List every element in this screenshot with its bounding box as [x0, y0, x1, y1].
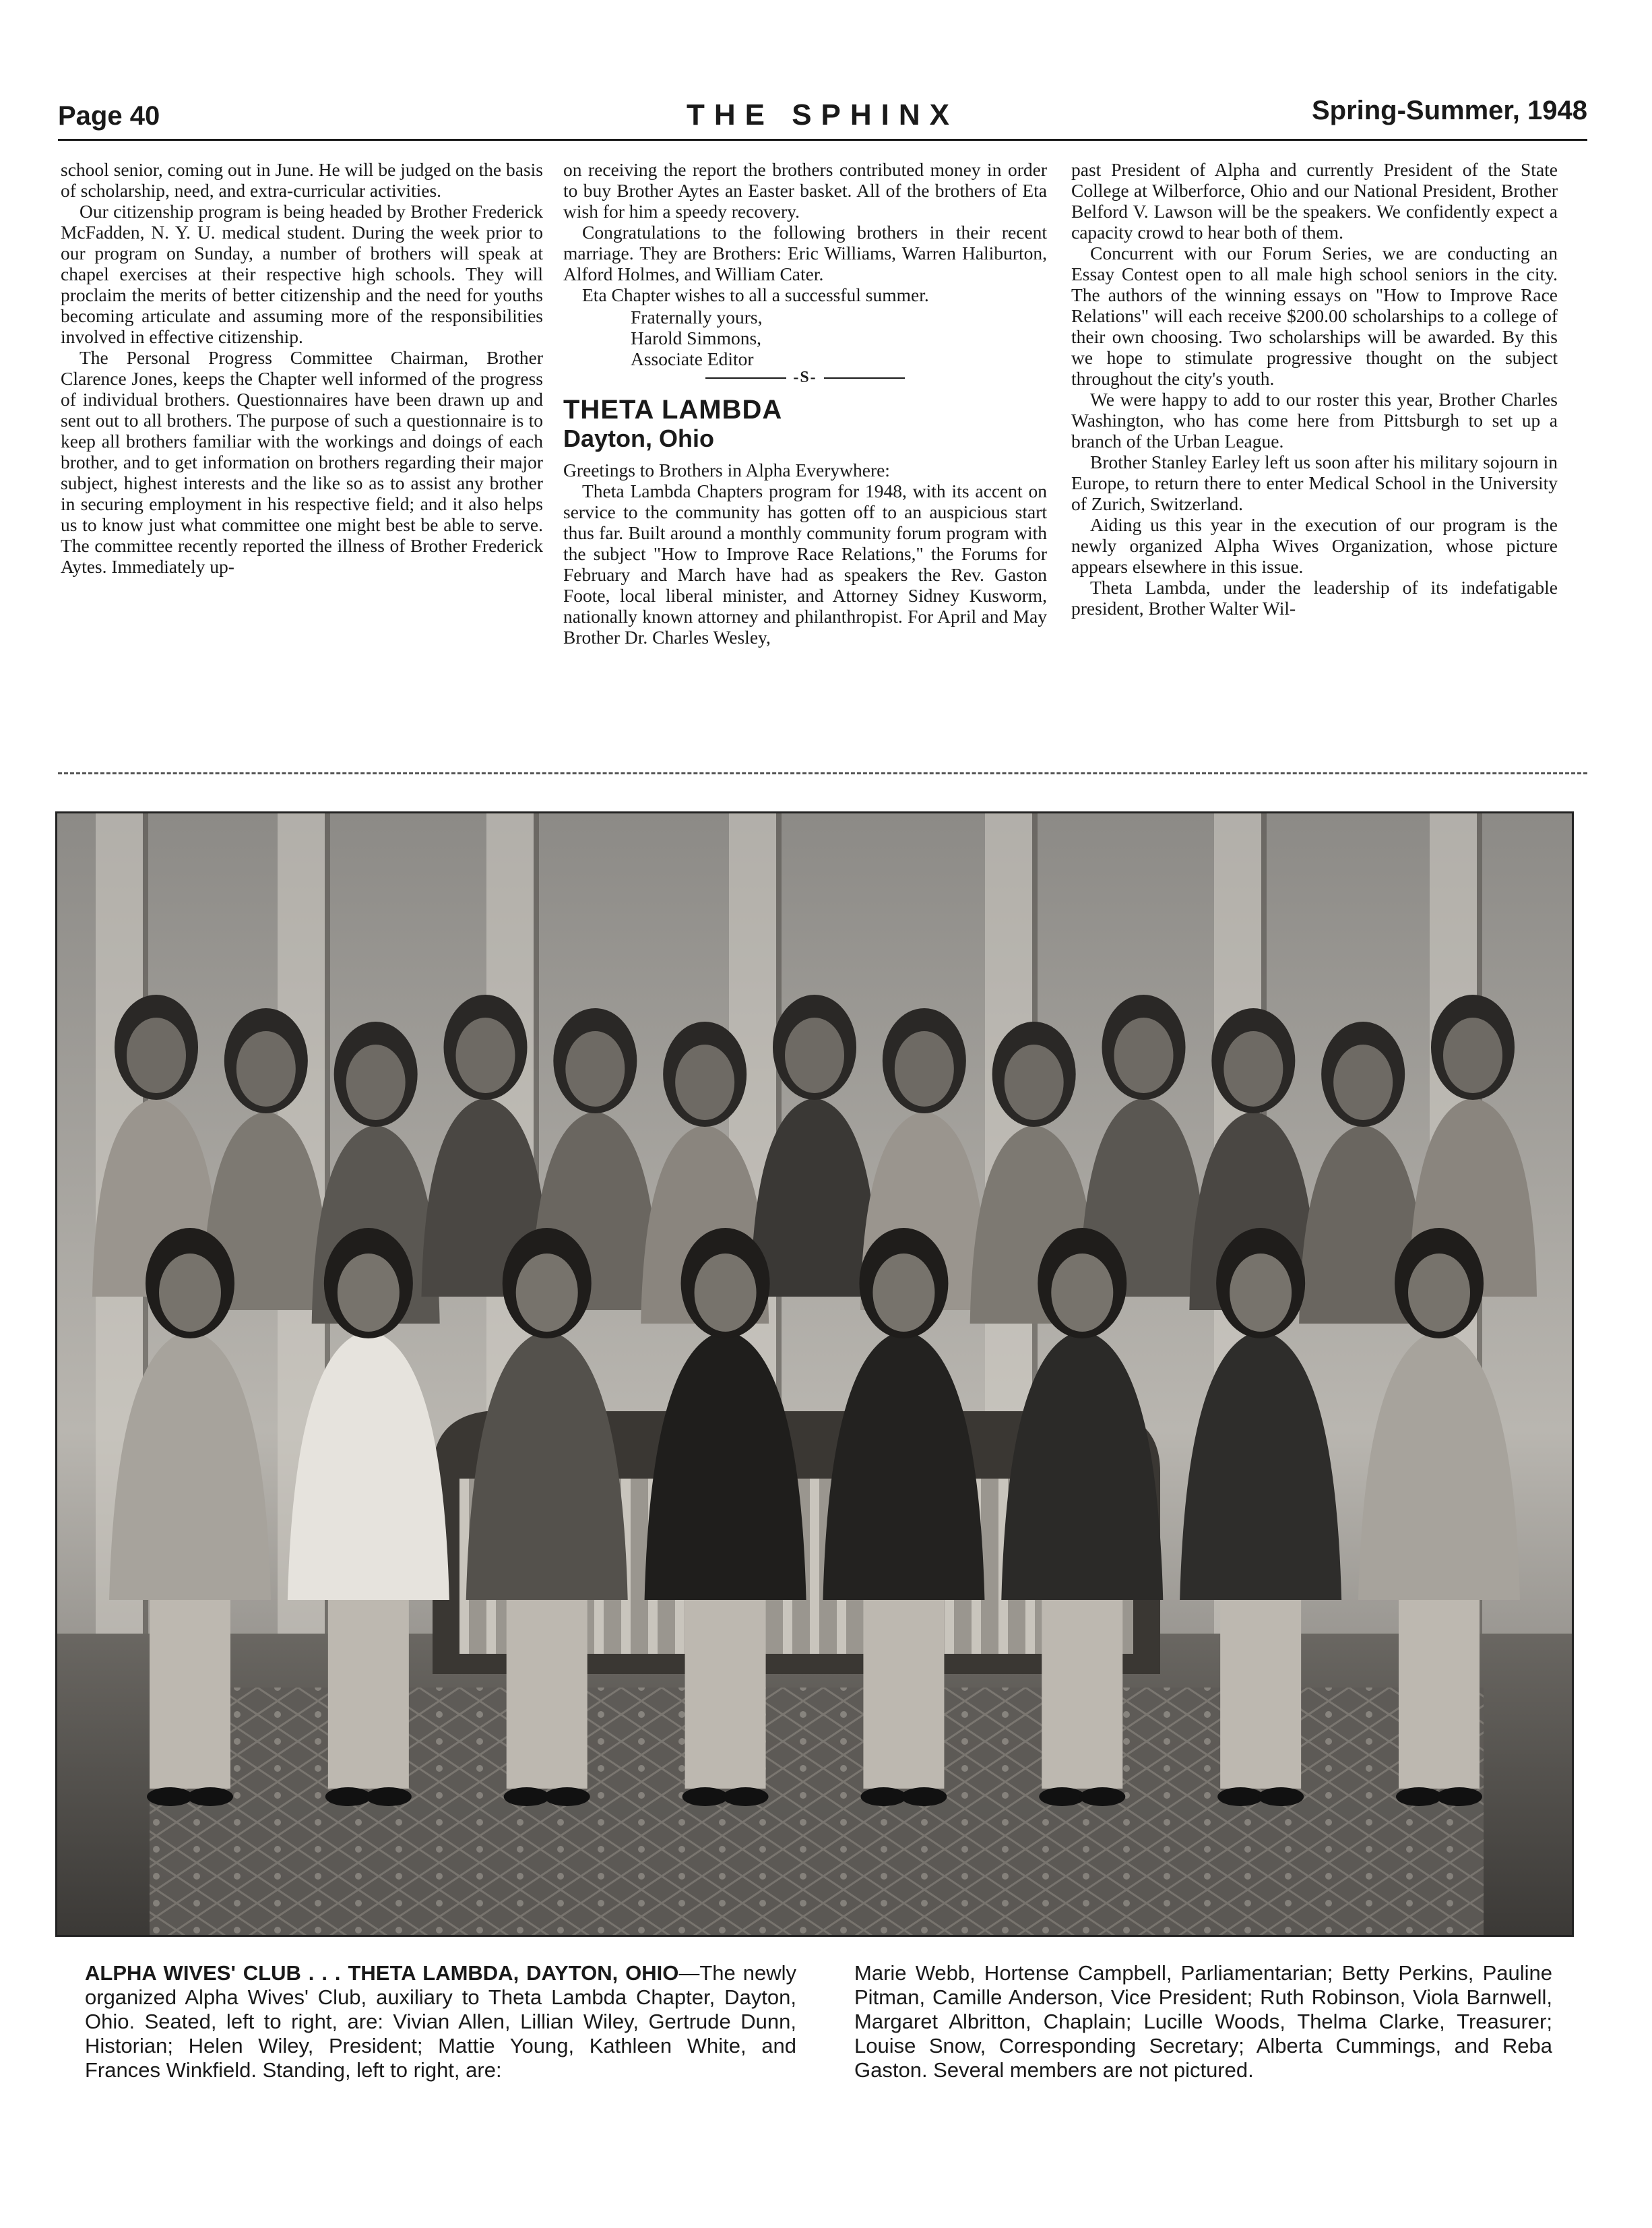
- group-photo-illustration: [55, 811, 1574, 1937]
- signature-closing: Fraternally yours,: [631, 307, 763, 328]
- section-subheading: Dayton, Ohio: [563, 425, 714, 452]
- photo-caption-right: Marie Webb, Hortense Campbell, Parliamentarian; Betty Perkins, Pauline Pitman, Camille Anderson, Vice President; Ruth Robinson, Viola Barnwell, Margaret Albritton, Chaplain; Lucille Woods, Thelma Clarke, Treasurer; Louise Snow, Corresponding Secretary; Alberta Cummings, and Reba Gaston. Several members are not pictured.: [854, 1961, 1552, 2082]
- paragraph: The Personal Progress Committee Chairman, Brother Clarence Jones, keeps the Chapter well informed of the progress of individual brothers. Questionnaires have been drawn up and sent out to all brothers. The purpose of such a questionnaire is to keep all brothers familiar with the workings and doings of each brother, and to get information on brothers regarding their major subject, highest interests and the like so as to assist any brother in securing employment in his respective field; and it also helps us to know just what committee one might best be able to serve. The committee recently reported the illness of Brother Frederick Aytes. Immediately up-: [61, 347, 543, 577]
- section-heading: THETA LAMBDA: [563, 395, 783, 425]
- page-header: [58, 93, 1587, 140]
- caption-lead: ALPHA WIVES' CLUB . . . THETA LAMBDA, DAYTON, OHIO: [85, 1961, 679, 1985]
- photo-caption-left: [85, 1961, 796, 2082]
- page-number: Page 40: [58, 101, 160, 131]
- paragraph: Congratulations to the following brothers in their recent marriage. They are Brothers: Eric Williams, Warren Haliburton, Alford Holmes, and William Cater.: [563, 222, 1047, 284]
- section-separator: [58, 772, 1587, 774]
- paragraph: Brother Stanley Earley left us soon after his military sojourn in Europe, to return there to enter Medical School in the University of Zurich, Switzerland.: [1071, 452, 1558, 514]
- header-rule: [58, 139, 1587, 141]
- article-column-2: [563, 159, 1047, 648]
- issue-date: Spring-Summer, 1948: [1311, 96, 1587, 125]
- paragraph: Concurrent with our Forum Series, we are conducting an Essay Contest open to all male high school seniors in the city. The authors of the winning essays on "How to Improve Race Relations" will each receive $200.00 scholarships to a college of their own choosing. Two scholarships will be awarded. By this we hope to stimulate progressive thought on the subject throughout the city's youth.: [1071, 243, 1558, 389]
- article-column-1: [61, 159, 543, 577]
- paragraph: Theta Lambda Chapters program for 1948, with its accent on service to the community has gotten off to an auspicious start thus far. Built around a monthly community forum program with the subject "How to Improve Race Relations," the Forums for February and March have had as speakers the Rev. Gaston Foote, local liberal minister, and Attorney Sidney Kusworm, nationally known attorney and philanthropist. For April and May Brother Dr. Charles Wesley,: [563, 481, 1047, 648]
- signature-name: Harold Simmons,: [631, 328, 762, 348]
- paragraph: on receiving the report the brothers contributed money in order to buy Brother Aytes an Easter basket. All of the brothers of Eta wish for him a speedy recovery.: [563, 159, 1047, 222]
- paragraph: We were happy to add to our roster this year, Brother Charles Washington, who has come here from Pittsburgh to set up a branch of the Urban League.: [1071, 389, 1558, 452]
- paragraph: school senior, coming out in June. He will be judged on the basis of scholarship, need, and extra-curricular activities.: [61, 159, 543, 201]
- masthead-title: THE SPHINX: [686, 98, 959, 131]
- group-photo: [55, 811, 1574, 1937]
- section-divider: [563, 369, 1047, 385]
- signature-title: Associate Editor: [631, 348, 754, 369]
- salutation: Greetings to Brothers in Alpha Everywhere:: [563, 460, 890, 481]
- signature-block: [631, 307, 1047, 369]
- paragraph: Eta Chapter wishes to all a successful summer.: [582, 284, 929, 305]
- paragraph: Aiding us this year in the execution of our program is the newly organized Alpha Wives Organization, whose picture appears elsewhere in this issue.: [1071, 514, 1558, 577]
- caption-text: —The newly organized Alpha Wives' Club, auxiliary to Theta Lambda Chapter, Dayton, Ohio. Seated, left to right, are: Vivian Allen, Lillian Wiley, Gertrude Dunn, Historian; Helen Wiley, President; Mattie Young, Kathleen White, and Frances Winkfield. Standing, left to right, are:: [85, 1961, 796, 2082]
- paragraph: Our citizenship program is being headed by Brother Frederick McFadden, N. Y. U. medical student. During the week prior to our program on Sunday, a number of brothers will speak at chapel exercises at their respective high schools. They will proclaim the merits of better citizenship and the need for youths becoming articulate and assuming more of the responsibilities involved in effective citizenship.: [61, 201, 543, 347]
- divider-mark: -S-: [793, 369, 817, 386]
- paragraph: Theta Lambda, under the leadership of its indefatigable president, Brother Walter Wil-: [1071, 577, 1558, 619]
- article-column-3: [1071, 159, 1558, 619]
- paragraph: past President of Alpha and currently President of the State College at Wilberforce, Ohio and our National President, Brother Belford V. Lawson will be the speakers. We confidently expect a capacity crowd to hear both of them.: [1071, 159, 1558, 243]
